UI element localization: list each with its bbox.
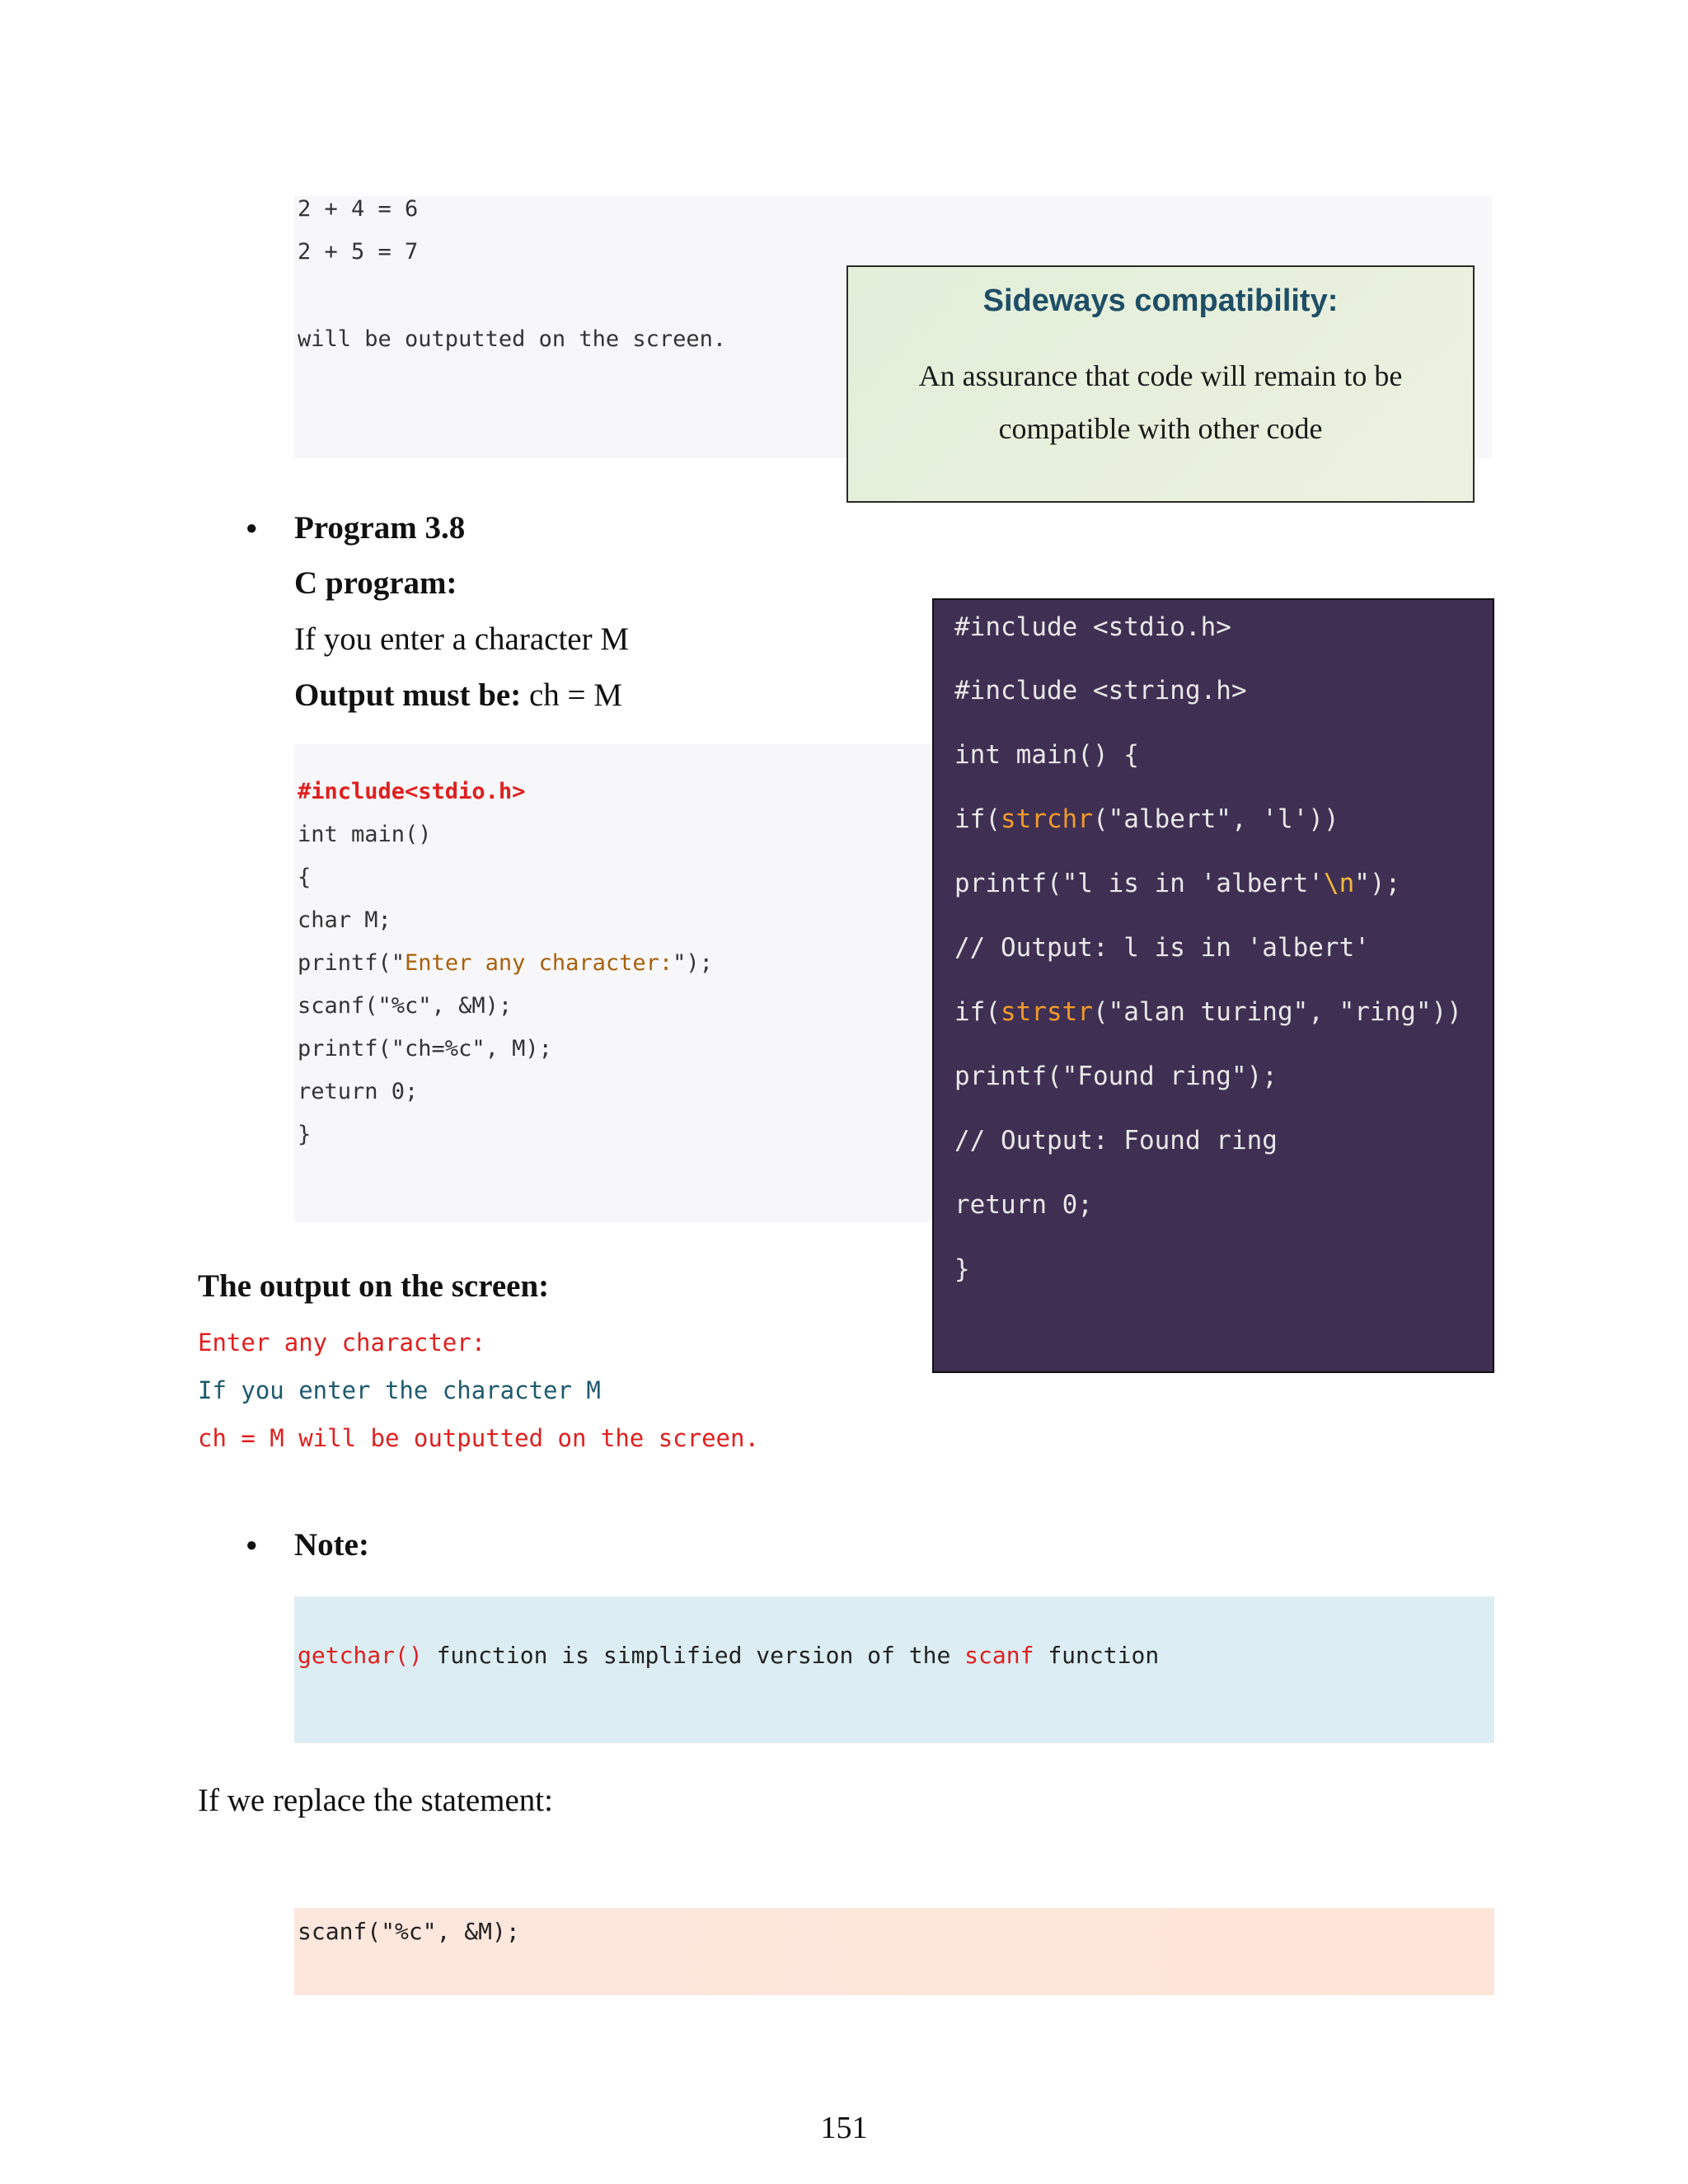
- code-printf-2: printf("ch=%c", M);: [298, 1036, 552, 1062]
- screen-output-line-1: Enter any character:: [198, 1329, 486, 1357]
- code-token: ("albert", 'l')): [1092, 804, 1339, 834]
- code-decl: char M;: [298, 907, 392, 933]
- code-include: #include<stdio.h>: [298, 779, 526, 804]
- screen-output-line-2: If you enter the character M: [198, 1376, 601, 1404]
- dark-code-comment-2: // Output: Found ring: [954, 1126, 1278, 1155]
- dark-code-include-1: #include <stdio.h>: [954, 612, 1231, 642]
- code-token: if(: [954, 804, 1001, 834]
- note-function-scanf: scanf: [964, 1642, 1034, 1669]
- output-line: 2 + 5 = 7: [298, 239, 419, 265]
- dark-code-if-2: [954, 997, 1462, 1027]
- code-main: int main(): [298, 822, 432, 847]
- code-open-brace: {: [298, 865, 312, 890]
- dark-code-main: int main() {: [954, 740, 1139, 770]
- note-function-getchar: getchar(): [298, 1642, 423, 1669]
- note-block: [294, 1596, 1494, 1743]
- sideways-line-1: An assurance that code will remain to be: [918, 359, 1403, 392]
- code-printf-1: [298, 950, 713, 976]
- code-close-brace: }: [298, 1122, 312, 1147]
- dark-code-printf-1: [954, 869, 1400, 898]
- dark-code-printf-2: printf("Found ring");: [954, 1062, 1278, 1091]
- output-label: Output must be:: [294, 677, 522, 713]
- dark-code-include-2: #include <string.h>: [954, 676, 1247, 705]
- code-string: Enter any character:: [405, 950, 673, 976]
- code-escape: \n: [1323, 869, 1355, 898]
- dark-code-close-brace: }: [954, 1254, 970, 1284]
- code-scanf: scanf("%c", &M);: [298, 993, 513, 1019]
- string-functions-code-block: [932, 598, 1494, 1373]
- note-heading: Note:: [294, 1527, 369, 1563]
- sideways-line-2: compatible with other code: [998, 412, 1323, 445]
- dark-code-comment-1: // Output: l is in 'albert': [954, 933, 1370, 963]
- program-title: Program 3.8: [294, 510, 466, 546]
- sideways-compatibility-box: [846, 265, 1475, 503]
- code-token: ("alan turing", "ring")): [1092, 997, 1462, 1027]
- program-output-line: [294, 677, 622, 714]
- dark-code-if-1: [954, 804, 1339, 834]
- bullet-icon: ●: [246, 1535, 258, 1556]
- note-text-middle: function is simplified version of the: [422, 1642, 965, 1669]
- screen-output-line-3: ch = M will be outputted on the screen.: [198, 1424, 759, 1452]
- output-line: 2 + 4 = 6: [298, 196, 419, 222]
- note-text: [298, 1642, 1159, 1669]
- code-token: ");: [1354, 869, 1401, 898]
- sideways-title: Sideways compatibility:: [982, 284, 1339, 318]
- screen-output-heading: The output on the screen:: [198, 1268, 550, 1304]
- output-value: ch = M: [521, 677, 622, 713]
- code-return: return 0;: [298, 1079, 419, 1104]
- code-function: strchr: [1001, 804, 1093, 834]
- code-token: printf(": [298, 950, 406, 976]
- sideways-definition: [889, 349, 1432, 455]
- code-token: if(: [954, 997, 1001, 1027]
- scanf-code: scanf("%c", &M);: [298, 1918, 520, 1945]
- dark-code-return: return 0;: [954, 1190, 1093, 1220]
- scanf-code-block: [294, 1908, 1494, 1995]
- note-text-end: function: [1034, 1642, 1160, 1669]
- program-input-text: If you enter a character M: [294, 621, 630, 657]
- c-program-code-block: [294, 744, 931, 1222]
- output-line: will be outputted on the screen.: [298, 326, 727, 352]
- page-number: 151: [820, 2111, 868, 2145]
- code-function: strstr: [1001, 997, 1093, 1027]
- code-token: printf("l is in 'albert': [954, 869, 1324, 898]
- replace-statement-text: If we replace the statement:: [198, 1783, 553, 1818]
- code-token: ");: [673, 950, 713, 976]
- bullet-icon: ●: [246, 518, 258, 539]
- program-subtitle: C program:: [294, 565, 457, 601]
